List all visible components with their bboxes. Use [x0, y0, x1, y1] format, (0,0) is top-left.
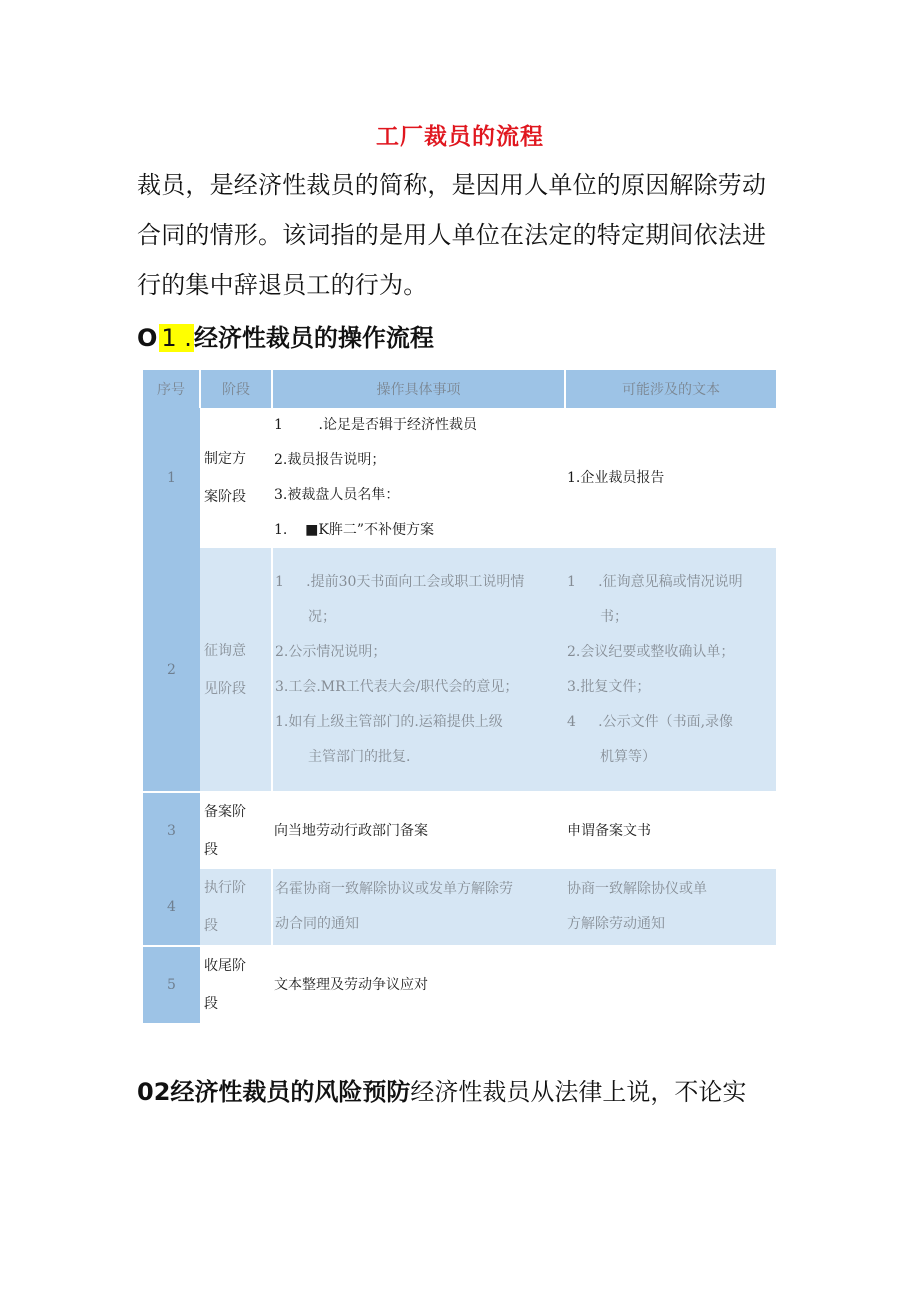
row-stage: [200, 946, 272, 1023]
stage-line: 案阶段: [204, 489, 246, 505]
action-line: 主管部门的批复.: [308, 748, 411, 765]
row-number: 5: [143, 946, 200, 1023]
document-title: 工厂裁员的流程: [376, 124, 544, 150]
header-no: 序号: [143, 370, 200, 408]
row-documents: [565, 946, 776, 1023]
table-row: [143, 869, 776, 946]
section-number-highlight: 1 .: [161, 324, 192, 352]
table-row: [143, 946, 776, 1023]
action-line: 1.如有上级主管部门的.运箱提供上级: [275, 713, 503, 730]
document-line: 书；: [600, 608, 628, 625]
stage-line: 段: [204, 842, 218, 858]
action-line: 向当地劳动行政部门备案: [274, 822, 428, 839]
row-number: 4: [143, 869, 200, 946]
row-actions: [272, 946, 565, 1023]
document-line: 1 .征询意见稿或情况说明: [567, 573, 743, 590]
stage-line: 收尾阶: [204, 958, 246, 974]
row-actions: [272, 792, 565, 869]
action-line: 文本整理及劳动争议应对: [274, 976, 428, 993]
table-row: [143, 408, 776, 548]
row-documents: [565, 869, 776, 946]
document-line: 2.会议纪要或整收确认单；: [567, 643, 735, 660]
stage-line: 备案阶: [204, 804, 246, 820]
action-line: 名霍协商一致解除协议或发单方解除劳: [275, 881, 513, 897]
row-documents: [565, 792, 776, 869]
action-line: 3.被裁盘人员名隼：: [274, 487, 400, 503]
stage-line: 见阶段: [204, 680, 246, 697]
row-number: 2: [143, 548, 200, 792]
document-line: 机算等）: [600, 748, 656, 765]
document-line: 方解除劳动通知: [567, 916, 665, 932]
document-line: 申谓备案文书: [567, 822, 651, 839]
section-heading-text: 经济性裁员的操作流程: [193, 324, 434, 352]
process-table: [143, 370, 776, 1023]
action-line: 1. ■K脌二”不补便方案: [274, 522, 435, 538]
row-stage: [200, 792, 272, 869]
header-stage: 阶段: [200, 370, 272, 408]
row-documents: [565, 548, 776, 792]
document-line: 1.企业裁员报告: [567, 469, 665, 486]
row-number: 3: [143, 792, 200, 869]
table-row: [143, 792, 776, 869]
table-header-row: [143, 370, 776, 408]
stage-line: 征询意: [204, 642, 246, 659]
row-number: 1: [143, 408, 200, 548]
header-documents: 可能涉及的文本: [565, 370, 776, 408]
stage-line: 执行阶: [204, 880, 246, 896]
action-line: 3.工会.MR工代表大会/职代会的意见；: [275, 678, 519, 695]
action-line: 2.公示情况说明；: [275, 643, 387, 660]
section-2-bold: 02经济性裁员的风险预防: [137, 1078, 411, 1106]
row-stage: [200, 869, 272, 946]
action-line: 况；: [308, 608, 336, 625]
document-line: 协商一致解除协仪或单: [567, 881, 707, 897]
action-line: 1 .论足是否辑于经济性裁员: [274, 417, 477, 433]
header-actions: 操作具体事项: [272, 370, 565, 408]
row-stage: [200, 548, 272, 792]
section-heading-2: [137, 1072, 837, 1112]
row-actions: [272, 408, 565, 548]
table-row: [143, 548, 776, 792]
stage-line: 制定方: [204, 451, 246, 467]
action-line: 动合同的通知: [275, 916, 359, 932]
action-line: 2.裁员报告说明；: [274, 452, 386, 468]
document-line: 4 .公示文件（书面,录像: [567, 713, 734, 730]
stage-line: 段: [204, 996, 218, 1012]
row-actions: [272, 869, 565, 946]
section-prefix: O: [137, 324, 158, 352]
row-actions: [272, 548, 565, 792]
section-heading-1: [137, 318, 434, 358]
row-documents: [565, 408, 776, 548]
section-2-text: 经济性裁员从法律上说，不论实: [410, 1078, 747, 1106]
intro-paragraph: 裁员，是经济性裁员的简称，是因用人单位的原因解除劳动合同的情形。该词指的是用人单位在法定的特定期间依法进行的集中辞退员工的行为。: [137, 171, 767, 299]
document-line: 3.批复文件；: [567, 678, 651, 695]
row-stage: [200, 408, 272, 548]
action-line: 1 .提前30天书面向工会或职工说明情: [275, 573, 525, 590]
stage-line: 段: [204, 918, 218, 934]
